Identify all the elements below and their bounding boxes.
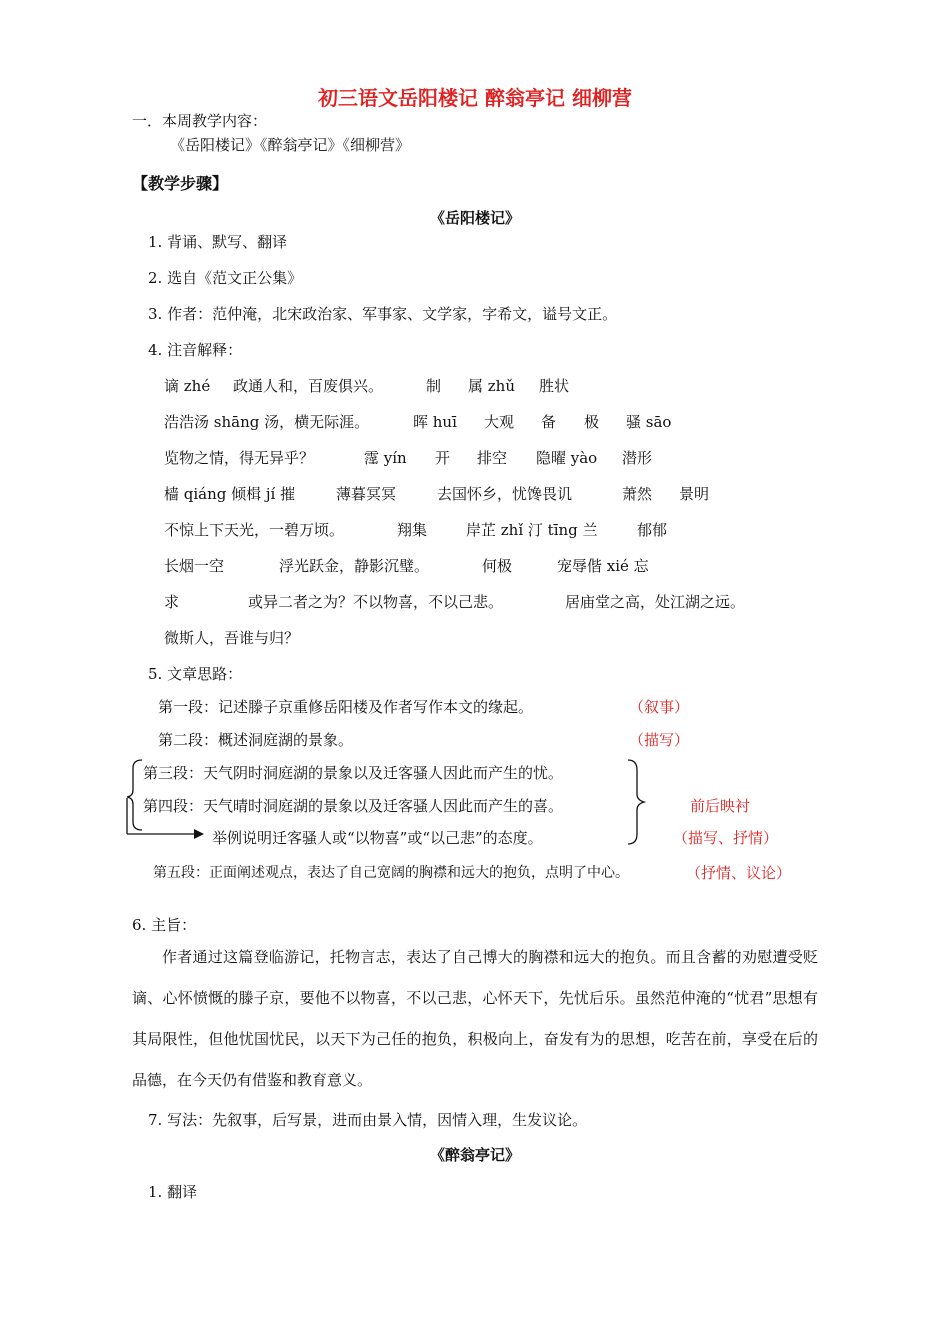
list-item: 1. 背诵、默写、翻译: [148, 233, 288, 251]
annotation-cell: 求: [164, 593, 180, 611]
annotation-cell: 或异二者之为？不以物喜，不以己悲。: [248, 593, 504, 611]
structure-item: 第二段：概述洞庭湖的景象。: [158, 731, 354, 749]
annotation-cell: 何极: [482, 557, 513, 575]
structure-tag: （描写、抒情）: [673, 829, 779, 847]
annotation-cell: 萧然: [622, 485, 653, 503]
annotation-cell: 浩浩汤 shāng 汤，横无际涯。: [164, 413, 370, 431]
section-heading-zuiweng: 《醉翁亭记》: [429, 1146, 520, 1164]
annotation-cell: 大观: [484, 413, 515, 431]
annotation-cell: 去国怀乡，忧馋畏讥: [437, 485, 573, 503]
annotation-cell: 排空: [477, 449, 508, 467]
structure-tag: （抒情、议论）: [686, 864, 792, 882]
annotation-cell: 长烟一空: [164, 557, 225, 575]
annotation-cell: 樯 qiáng 倾楫 jí 摧: [164, 485, 296, 503]
structure-item: 第三段：天气阴时洞庭湖的景象以及迁客骚人因此而产生的忧。: [143, 764, 564, 782]
intro-heading: 一．本周教学内容：: [132, 112, 268, 130]
annotation-cell: 薄暮冥冥: [336, 485, 397, 503]
structure-tag: （描写）: [629, 731, 690, 749]
annotation-cell: 晖 huī: [413, 413, 457, 431]
annotation-cell: 景明: [679, 485, 710, 503]
annotation-cell: 制: [426, 377, 442, 395]
arrow-right-icon: [194, 829, 204, 839]
theme-paragraph: 作者通过这篇登临游记，托物言志，表达了自己博大的胸襟和远大的抱负。而且含蓄的劝慰遭受贬谪、心怀愤慨的滕子京，要他不以物喜，不以己悲，心怀天下，先忧后乐。虽然范仲淹的“忧君”思想有其局限性，但他忧国忧民，以天下为己任的抱负，积极向上，奋发有为的思想，吃苦在前，享受在后的品德，在今天仍有借鉴和教育意义。: [132, 948, 818, 1089]
annotation-cell: 岸芷 zhǐ 汀 tīng 兰: [466, 521, 598, 539]
left-brace-icon: [127, 760, 142, 830]
list-item: 4. 注音解释：: [148, 341, 243, 359]
list-item: 3. 作者：范仲淹，北宋政治家、军事家、文学家，字希文，谥号文正。: [148, 305, 618, 323]
annotation-cell: 潜形: [622, 449, 653, 467]
structure-tag: 前后映衬: [690, 797, 751, 815]
structure-item: 举例说明迁客骚人或“以物喜”或“以己悲”的态度。: [212, 829, 543, 847]
annotation-cell: 浮光跃金，静影沉璧。: [279, 557, 430, 575]
annotation-cell: 谪 zhé: [164, 377, 211, 395]
theme-heading: 6. 主旨：: [132, 916, 197, 934]
structure-tag: （叙事）: [629, 698, 690, 716]
annotation-cell: 宠辱偕 xié 忘: [557, 557, 649, 575]
annotation-cell: 属 zhǔ: [468, 377, 515, 395]
annotation-cell: 微斯人，吾谁与归？: [164, 629, 300, 647]
section-heading-yueyang: 《岳阳楼记》: [429, 209, 520, 227]
structure-item: 第五段：正面阐述观点，表达了自己宽阔的胸襟和远大的抱负，点明了中心。: [153, 865, 629, 881]
steps-heading: 【教学步骤】: [132, 174, 229, 193]
annotation-cell: 隐曜 yào: [536, 449, 598, 467]
annotation-cell: 郁郁: [637, 521, 668, 539]
annotation-cell: 极: [584, 413, 600, 431]
annotation-cell: 翔集: [397, 521, 428, 539]
list-item: 2. 选自《范文正公集》: [148, 269, 303, 287]
intro-texts: 《岳阳楼记》《醉翁亭记》《细柳营》: [170, 136, 411, 154]
structure-heading: 5. 文章思路：: [148, 665, 243, 683]
annotation-cell: 胜状: [539, 377, 570, 395]
structure-item: 第一段：记述滕子京重修岳阳楼及作者写作本文的缘起。: [158, 698, 534, 716]
annotation-cell: 政通人和，百废俱兴。: [233, 377, 384, 395]
page-title: 初三语文岳阳楼记 醉翁亭记 细柳营: [318, 86, 632, 110]
list-item: 1. 翻译: [148, 1183, 198, 1201]
annotation-cell: 览物之情，得无异乎？: [164, 449, 315, 467]
right-brace-icon: [628, 760, 644, 844]
annotation-cell: 霪 yín: [364, 449, 407, 467]
method-line: 7. 写法：先叙事，后写景，进而由景入情，因情入理，生发议论。: [148, 1111, 588, 1129]
annotation-cell: 备: [541, 413, 557, 431]
structure-item: 第四段：天气晴时洞庭湖的景象以及迁客骚人因此而产生的喜。: [143, 797, 564, 815]
annotation-cell: 骚 sāo: [626, 413, 672, 431]
annotation-cell: 开: [435, 449, 451, 467]
annotation-cell: 居庙堂之高，处江湖之远。: [565, 593, 746, 611]
annotation-cell: 不惊上下天光，一碧万顷。: [164, 521, 345, 539]
